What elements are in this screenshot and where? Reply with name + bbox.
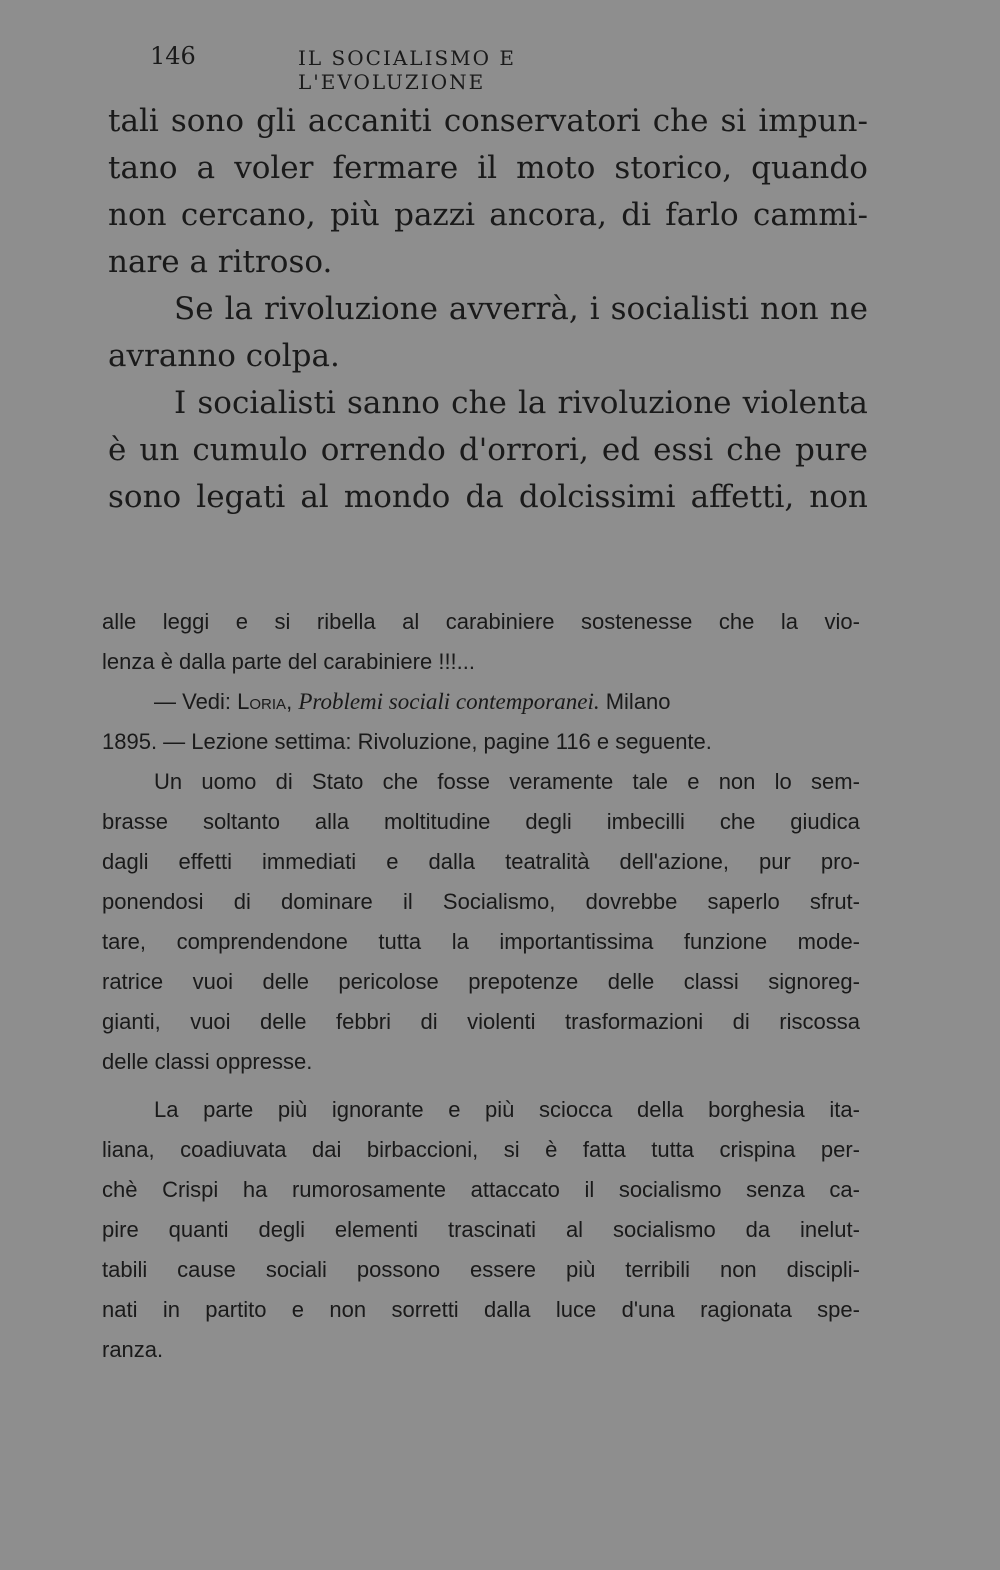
word: fosse [437, 769, 490, 794]
word: Un [154, 769, 183, 794]
word: alle [102, 609, 137, 634]
word: la [517, 385, 547, 421]
word: sciocca [539, 1097, 613, 1122]
word: gianti, [102, 1009, 161, 1034]
word: parte [203, 1097, 254, 1122]
running-title: IL SOCIALISMO E L'EVOLUZIONE [298, 46, 516, 94]
word: attaccato [470, 1177, 560, 1202]
word: è [108, 432, 127, 468]
word: moto [516, 150, 596, 186]
word: di [420, 1009, 438, 1034]
word: gli [256, 103, 296, 139]
footnote-line [102, 1290, 860, 1330]
page-header [150, 38, 710, 94]
word: essi [653, 432, 714, 468]
word: dalla [484, 1297, 531, 1322]
word: spe- [817, 1297, 860, 1322]
word: sanno [346, 385, 440, 421]
word: liana, [102, 1137, 155, 1162]
word: non [809, 479, 868, 515]
word: febbri [335, 1009, 392, 1034]
word: accaniti [307, 103, 432, 139]
word: ita- [829, 1097, 860, 1122]
word: pericolose [338, 969, 439, 994]
word: la [451, 929, 469, 954]
word: ponendosi [102, 889, 204, 914]
word: e [448, 1097, 461, 1122]
footnote-line [102, 1170, 860, 1210]
word: più [330, 197, 380, 233]
word: e [386, 849, 399, 874]
word: più [277, 1097, 308, 1122]
citation-author: Loria [237, 689, 287, 714]
word: signoreg- [768, 969, 860, 994]
word: chè [102, 1177, 138, 1202]
word: tabili [102, 1257, 148, 1282]
footnote-line: 1895. — Lezione settima: Rivoluzione, pagine 116 e seguente. [102, 729, 712, 754]
word: il [477, 150, 498, 186]
word: di [275, 769, 293, 794]
word: sociali [265, 1257, 327, 1282]
body-line [108, 427, 868, 474]
word: coadiuvata [180, 1137, 287, 1162]
word: più [485, 1097, 515, 1122]
word: degli [258, 1217, 305, 1242]
word: pro- [820, 849, 860, 874]
footnote-line [102, 602, 860, 642]
word: soltanto [202, 809, 280, 834]
word: socialismo [618, 1177, 722, 1202]
footnote-line: delle classi oppresse. [102, 1049, 313, 1074]
word: carabiniere [445, 609, 555, 634]
word: storico, [614, 150, 733, 186]
footnote-line [102, 762, 860, 802]
word: ragionata [700, 1297, 792, 1322]
word: non [108, 197, 167, 233]
footnote-line [102, 842, 860, 882]
word: che [719, 809, 756, 834]
word: la [780, 609, 798, 634]
word: socialismo [612, 1217, 716, 1242]
word: i [589, 291, 600, 327]
word: farlo [665, 197, 739, 233]
word: lo [774, 769, 792, 794]
word: sostenesse [581, 609, 693, 634]
word: si [274, 609, 291, 634]
word: moltitudine [384, 809, 491, 834]
word: dagli [102, 849, 149, 874]
word: a [196, 150, 216, 186]
body-line: avranno colpa. [108, 338, 340, 374]
word: che [726, 432, 782, 468]
footnote-line [102, 962, 860, 1002]
word: dell'azione, [619, 849, 729, 874]
word: partito [205, 1297, 267, 1322]
word: pur [759, 849, 791, 874]
word: comprendendone [176, 929, 348, 954]
word: dalla [428, 849, 476, 874]
footnote-line: ranza. [102, 1337, 164, 1362]
word: immediati [262, 849, 357, 874]
word: cercano, [180, 197, 316, 233]
word: rivoluzione [557, 385, 732, 421]
word: ribella [316, 609, 376, 634]
word: tutta [651, 1137, 695, 1162]
word: d'una [621, 1297, 675, 1322]
word: al [565, 1217, 584, 1242]
word: vio- [824, 609, 860, 634]
word: veramente [509, 769, 614, 794]
word: sem- [811, 769, 860, 794]
word: ed [601, 432, 641, 468]
word: possono [356, 1257, 441, 1282]
body-line [108, 192, 868, 239]
word: inelut- [800, 1217, 860, 1242]
word: da [465, 479, 504, 515]
word: tano [108, 150, 178, 186]
word: cammi- [752, 197, 868, 233]
word: pazzi [394, 197, 475, 233]
footnote-line [102, 1210, 860, 1250]
word: cause [177, 1257, 236, 1282]
word: più [565, 1257, 596, 1282]
word: prepotenze [468, 969, 579, 994]
footnote-citation-line [102, 682, 860, 722]
word: al [300, 479, 329, 515]
footnote-line [102, 922, 860, 962]
word: trascinati [447, 1217, 537, 1242]
word: mondo [343, 479, 451, 515]
word: cumulo [192, 432, 308, 468]
word: fermare [332, 150, 459, 186]
word: sono [170, 103, 245, 139]
word: è [545, 1137, 558, 1162]
word: classi [683, 969, 739, 994]
word: si [720, 103, 747, 139]
word: saperlo [707, 889, 780, 914]
word: un [139, 432, 180, 468]
body-line [108, 474, 868, 521]
word: non [329, 1297, 367, 1322]
word: trasformazioni [565, 1009, 704, 1034]
word: ca- [829, 1177, 860, 1202]
word: riscossa [779, 1009, 860, 1034]
word: socialisti [197, 385, 336, 421]
word: che [652, 103, 709, 139]
word: importantissima [499, 929, 654, 954]
body-line [108, 380, 868, 427]
word: ne [829, 291, 868, 327]
word: al [402, 609, 420, 634]
word: si [503, 1137, 520, 1162]
word: delle [607, 969, 655, 994]
word: non [719, 1257, 757, 1282]
word: vuoi [190, 1009, 231, 1034]
citation-separator: , [286, 689, 299, 714]
footnote-line: lenza è dalla parte del carabiniere !!!... [102, 649, 476, 674]
word: funzione [683, 929, 768, 954]
word: giudica [790, 809, 860, 834]
word: sorretti [391, 1297, 459, 1322]
word: quando [751, 150, 868, 186]
footnote-line [102, 1250, 860, 1290]
word: di [732, 1009, 750, 1034]
word: vuoi [192, 969, 233, 994]
word: di [233, 889, 251, 914]
word: ratrice [102, 969, 164, 994]
word: voler [234, 150, 314, 186]
word: legati [196, 479, 286, 515]
word: crispina [719, 1137, 796, 1162]
footnote-line [102, 1002, 860, 1042]
body-line [108, 98, 868, 145]
footnote-line [102, 1130, 860, 1170]
word: pure [794, 432, 868, 468]
word: Crispi [162, 1177, 219, 1202]
word: della [636, 1097, 684, 1122]
word: La [154, 1097, 179, 1122]
word: delle [262, 969, 309, 994]
word: che [451, 385, 507, 421]
word: mode- [797, 929, 860, 954]
word: alla [314, 809, 350, 834]
word: socialisti [610, 291, 750, 327]
word: e [687, 769, 700, 794]
word: dolcissimi [518, 479, 676, 515]
word: imbecilli [606, 809, 685, 834]
word: terribili [625, 1257, 691, 1282]
body-line [108, 286, 868, 333]
word: affetti, [690, 479, 795, 515]
word: conservatori [443, 103, 641, 139]
word: e [235, 609, 248, 634]
word: discipli- [786, 1257, 860, 1282]
body-line [108, 145, 868, 192]
word: ignorante [331, 1097, 424, 1122]
body-text [108, 98, 868, 521]
word: pire [102, 1217, 139, 1242]
word: borghesia [708, 1097, 805, 1122]
word: tale [632, 769, 668, 794]
word: violenta [742, 385, 868, 421]
word: avverrà, [448, 291, 579, 327]
footnotes [102, 602, 860, 1370]
word: violenti [467, 1009, 536, 1034]
word: leggi [162, 609, 210, 634]
word: tutta [378, 929, 422, 954]
word: il [402, 889, 413, 914]
footnote-line [102, 882, 860, 922]
word: ancora, [489, 197, 607, 233]
word: da [745, 1217, 771, 1242]
word: sfrut- [809, 889, 860, 914]
word: I [174, 385, 187, 421]
body-line: nare a ritroso. [108, 244, 333, 280]
citation-place: Milano [599, 689, 671, 714]
word: il [584, 1177, 595, 1202]
word: essere [469, 1257, 537, 1282]
word: Socialismo, [442, 889, 556, 914]
word: elementi [334, 1217, 419, 1242]
word: dominare [281, 889, 373, 914]
word: dovrebbe [585, 889, 678, 914]
word: delle [260, 1009, 307, 1034]
word: la [224, 291, 253, 327]
word: quanti [168, 1217, 229, 1242]
word: di [621, 197, 651, 233]
citation-prefix: — Vedi: [154, 689, 238, 714]
word: ha [242, 1177, 268, 1202]
word: degli [525, 809, 572, 834]
word: in [162, 1297, 180, 1322]
word: non [718, 769, 756, 794]
word: d'orrori, [458, 432, 589, 468]
word: birbaccioni, [366, 1137, 479, 1162]
word: luce [555, 1297, 597, 1322]
word: rivoluzione [263, 291, 438, 327]
word: senza [746, 1177, 805, 1202]
word: non [760, 291, 819, 327]
word: effetti [178, 849, 232, 874]
footnote-line [102, 802, 860, 842]
word: nati [102, 1297, 138, 1322]
word: per- [820, 1137, 860, 1162]
citation-title: Problemi sociali contemporanei. [298, 689, 600, 714]
word: Stato [312, 769, 364, 794]
word: che [382, 769, 419, 794]
word: Se [174, 291, 214, 327]
word: uomo [201, 769, 257, 794]
word: sono [108, 479, 182, 515]
word: tare, [102, 929, 147, 954]
word: impun- [758, 103, 868, 139]
word: tali [108, 103, 159, 139]
word: dai [312, 1137, 342, 1162]
page-number: 146 [150, 42, 196, 70]
word: orrendo [320, 432, 446, 468]
word: teatralità [505, 849, 590, 874]
word: rumorosamente [291, 1177, 447, 1202]
word: e [291, 1297, 305, 1322]
word: fatta [582, 1137, 626, 1162]
footnote-line [102, 1090, 860, 1130]
word: che [718, 609, 755, 634]
word: brasse [102, 809, 169, 834]
